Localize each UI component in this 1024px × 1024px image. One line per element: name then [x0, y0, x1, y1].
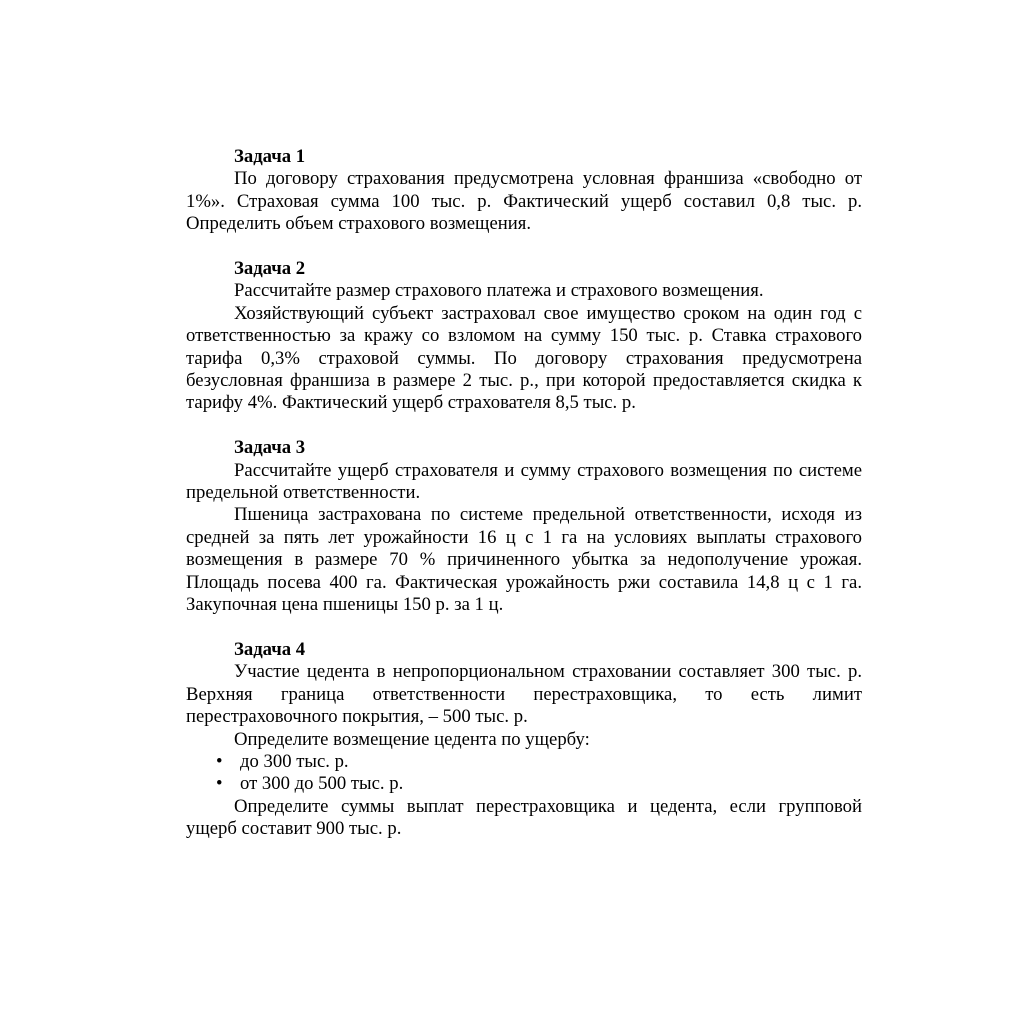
task-2-heading: Задача 2 — [234, 258, 306, 280]
task-2-section — [186, 258, 862, 415]
bullet-icon: • — [216, 773, 223, 795]
list-item-1 — [186, 751, 862, 773]
task-3-paragraph-2: Пшеница застрахована по системе предельной ответственности, исходя из средней за пять лет урожайности 16 ц с 1 га на условиях выплаты страхового возмещения в размере 70 % причиненного убытка за недополучение урожая. Площадь посева 400 га. Фактическая урожайность ржи составила 14,8 ц с 1 га. Закупочная цена пшеницы 150 р. за 1 ц. — [186, 504, 862, 616]
task-1-heading: Задача 1 — [234, 146, 306, 167]
list-item-2 — [186, 773, 862, 795]
task-3-heading: Задача 3 — [234, 437, 306, 459]
cedent-compensation-list — [186, 751, 862, 796]
task-2-paragraph-2: Хозяйствующий субъект застраховал свое имущество сроком на один год с ответственностью за кражу со взломом на сумму 150 тыс. р. Ставка страхового тарифа 0,3% страховой суммы. По договору страхования предусмотрена безусловная франшиза в размере 2 тыс. р., при которой предоставляется скидка к тарифу 4%. Фактический ущерб страхователя 8,5 тыс. р. — [186, 302, 862, 414]
task-1-section — [186, 146, 862, 236]
task-4-paragraph-1: Участие цедента в непропорциональном страховании составляет 300 тыс. р. Верхняя граница ответственности перестраховщика, то есть лимит перестраховочного покрытия, – 500 тыс. р. — [186, 661, 862, 728]
task-2-paragraph-1: Рассчитайте размер страхового платежа и страхового возмещения. — [234, 280, 764, 302]
task-4-section — [186, 639, 862, 841]
list-item-2-text: от 300 до 500 тыс. р. — [240, 773, 404, 795]
task-4-heading: Задача 4 — [234, 638, 306, 660]
task-3-paragraph-1: Рассчитайте ущерб страхователя и сумму страхового возмещения по системе предельной ответственности. — [186, 459, 862, 504]
task-3-section — [186, 437, 862, 616]
task-4-paragraph-3: Определите суммы выплат перестраховщика и цедента, если групповой ущерб составит 900 тыс. р. — [186, 795, 862, 840]
document-content — [186, 146, 862, 841]
task-4-paragraph-2: Определите возмещение цедента по ущербу: — [234, 728, 590, 750]
list-item-1-text: до 300 тыс. р. — [240, 750, 349, 772]
task-1-paragraph-1: По договору страхования предусмотрена условная франшиза «свободно от 1%». Страховая сумма 100 тыс. р. Фактический ущерб составил 0,8 тыс. р. Определить объем страхового возмещения. — [186, 168, 862, 235]
bullet-icon: • — [216, 750, 223, 772]
